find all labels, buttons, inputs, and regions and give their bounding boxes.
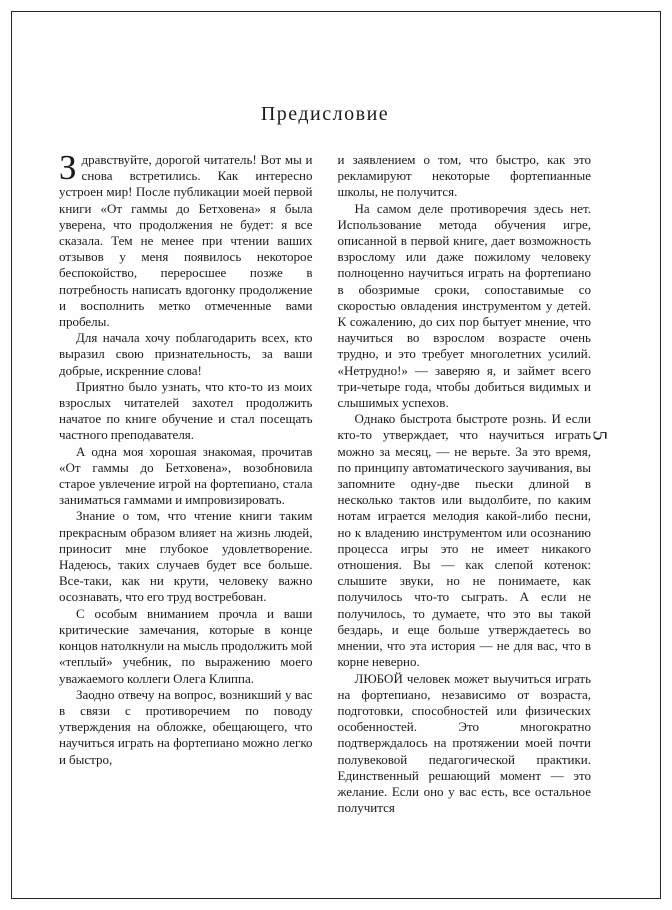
paragraph: На самом деле противоречия здесь нет. Использование метода обучения игре, описанной в первой книге, дает возможность взрослому или даже пожилому человеку полноценно научиться играть на фортепиано в обозримые сроки, сопоставимые со скоростью овладения инструментом у детей. К сожалению, до сих пор бытует мнение, что научиться во взрослом возрасте очень трудно, и это требует многолетних усилий. «Нетрудно!» — заверяю я, и займет всего три-четыре года, чтобы добиться видимых и слышимых успехов. <box>337 200 591 411</box>
paragraph: Заодно отвечу на вопрос, возникший у вас в связи с противоречием по поводу утверждения на обложке, обещающего, что научиться играть на фортепиано можно легко и быстро, <box>59 686 313 767</box>
paragraph: Приятно было узнать, что кто-то из моих взрослых читателей захотел продолжить начатое по книге обучение и стал посещать частного преподавателя. <box>59 378 313 443</box>
page-border-frame <box>11 11 661 899</box>
paragraph: А одна моя хорошая знакомая, прочитав «От гаммы до Бетховена», возобновила старое увлечение игрой на фортепиано, стала заниматься гаммами и импровизировать. <box>59 443 313 508</box>
right-column <box>338 152 592 816</box>
paragraph: Однако быстрота быстроте рознь. И если кто-то утверждает, что научиться играть можно за месяц, — не верьте. За это время, по принципу автоматического заучивания, вы запомните одну-две пьески длиной в несколько тактов или выдолбите, по каким нотам играется мелодия какой-либо песни, но к владению инструментом или осознанию процесса игры это не имеет никакого отношения. Вы — как слепой котенок: слышите звуки, но не понимаете, как получилось что-то сыграть. А если не получилось, то думаете, что это вы такой бездарь, и еще больше утверждаетесь во мнении, что эта история — не для вас, что в корне неверно. <box>337 411 591 670</box>
paragraph: и заявлением о том, что быстро, как это рекламируют некоторые фортепианные школы, не получится. <box>337 152 591 200</box>
left-column <box>59 148 313 816</box>
page-number: 5 <box>588 430 611 441</box>
paragraph: Знание о том, что чтение книги таким прекрасным образом влияет на жизнь людей, приносит мне глубокое удовлетворение. Надеюсь, таких случаев будет все больше. Все-таки, как ни крути, человеку важно осознавать, что его труд востребован. <box>59 508 313 605</box>
page-title: Предисловие <box>260 103 390 125</box>
paragraph: Для начала хочу поблагодарить всех, кто выразил свою признательность, за ваши добрые, искренние слова! <box>59 330 313 378</box>
page-content <box>12 102 660 816</box>
drop-cap: З <box>59 148 77 187</box>
paragraph-text: дравствуйте, дорогой читатель! Вот мы и снова встретились. Как интересно устроен мир! После публикации моей первой книги «От гаммы до Бетховена» я была уверена, что продолжения не будет: я все сказала. Тем не менее при чтении ваших отзывов у меня появилось некоторое беспокойство, переросшее позже в потребность написать вдогонку продолжение и восполнить метко отмеченные вами пробелы. <box>59 152 313 330</box>
paragraph: ЛЮБОЙ человек может выучиться играть на фортепиано, независимо от возраста, подготовки, способностей или физических особенностей. Это многократно подтверждалось на протяжении моей почти полувековой педагогической практики. Единственный решающий момент — это желание. Если оно у вас есть, все остальное получится <box>337 670 591 816</box>
paragraph: С особым вниманием прочла и ваши критические замечания, которые в конце концов натолкнули на мысль продолжить мой «теплый» учебник, по выражению моего уважаемого коллеги Олега Клиппа. <box>59 605 313 686</box>
paragraph <box>59 148 313 330</box>
text-columns <box>59 148 591 816</box>
